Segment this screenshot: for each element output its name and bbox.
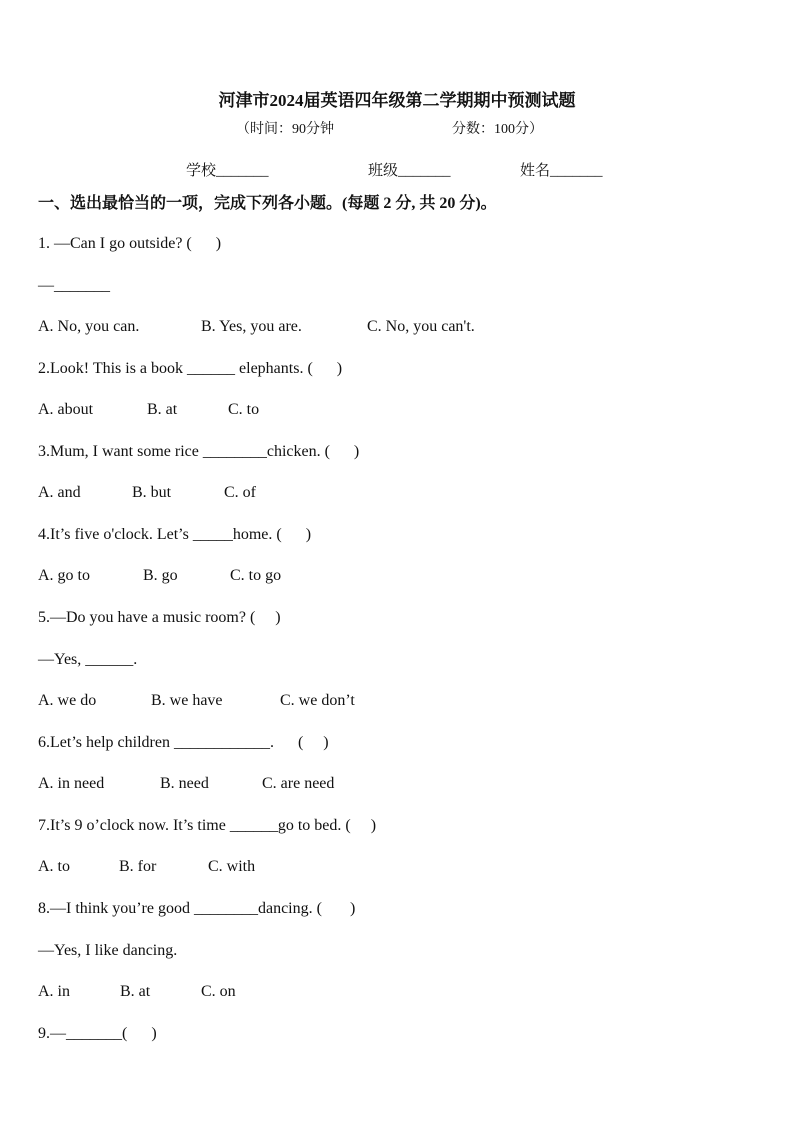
question-3-option-c: C. of bbox=[224, 484, 256, 501]
question-4-option-c: C. to go bbox=[230, 567, 282, 584]
question-3-stem: 3.Mum, I want some rice ________chicken. ( ) bbox=[38, 443, 360, 460]
question-4-option-b: B. go bbox=[143, 567, 178, 584]
question-2-option-b: B. at bbox=[147, 401, 178, 418]
question-1-reply: —_______ bbox=[38, 277, 110, 294]
question-6-option-c: C. are need bbox=[262, 775, 335, 792]
question-3-option-b: B. but bbox=[132, 484, 172, 501]
question-8-option-b: B. at bbox=[120, 983, 151, 1000]
school-field: 学校_______ bbox=[186, 163, 269, 179]
question-1-option-a: A. No, you can. bbox=[38, 318, 140, 335]
question-7-option-c: C. with bbox=[208, 858, 256, 875]
question-5-option-a: A. we do bbox=[38, 692, 97, 709]
question-8-option-c: C. on bbox=[201, 983, 236, 1000]
class-field: 班级_______ bbox=[368, 163, 451, 179]
question-1-stem: 1. —Can I go outside? ( ) bbox=[38, 235, 222, 252]
question-3-option-a: A. and bbox=[38, 484, 81, 501]
name-field: 姓名_______ bbox=[520, 163, 603, 179]
question-2-option-a: A. about bbox=[38, 401, 94, 418]
page-title: 河津市2024届英语四年级第二学期期中预测试题 bbox=[218, 91, 576, 110]
question-5-stem: 5.—Do you have a music room? ( ) bbox=[38, 609, 281, 626]
question-1-option-c: C. No, you can't. bbox=[367, 318, 475, 335]
section-heading: 一、选出最恰当的一项，完成下列各小题。(每题 2 分, 共 20 分)。 bbox=[38, 195, 497, 212]
question-8-reply: —Yes, I like dancing. bbox=[38, 942, 178, 959]
question-7-option-b: B. for bbox=[119, 858, 157, 875]
question-6-option-a: A. in need bbox=[38, 775, 105, 792]
question-1-option-b: B. Yes, you are. bbox=[201, 318, 302, 335]
question-6-stem: 6.Let’s help children ____________. ( ) bbox=[38, 734, 329, 751]
exam-score: 分数：100分） bbox=[452, 122, 543, 137]
question-5-reply: —Yes, ______. bbox=[38, 651, 138, 668]
question-7-stem: 7.It’s 9 o’clock now. It’s time ______go to bed. ( ) bbox=[38, 817, 377, 834]
question-5-option-c: C. we don’t bbox=[280, 692, 355, 709]
question-5-option-b: B. we have bbox=[151, 692, 223, 709]
question-2-stem: 2.Look! This is a book ______ elephants. ( ) bbox=[38, 360, 343, 377]
question-9-stem: 9.—_______( ) bbox=[38, 1025, 157, 1042]
question-2-option-c: C. to bbox=[228, 401, 260, 418]
question-4-option-a: A. go to bbox=[38, 567, 90, 584]
question-8-stem: 8.—I think you’re good ________dancing. ( ) bbox=[38, 900, 356, 917]
question-8-option-a: A. in bbox=[38, 983, 70, 1000]
exam-time: （时间：90分钟 bbox=[236, 122, 334, 137]
question-4-stem: 4.It’s five o'clock. Let’s _____home. ( ) bbox=[38, 526, 312, 543]
question-7-option-a: A. to bbox=[38, 858, 70, 875]
question-6-option-b: B. need bbox=[160, 775, 209, 792]
